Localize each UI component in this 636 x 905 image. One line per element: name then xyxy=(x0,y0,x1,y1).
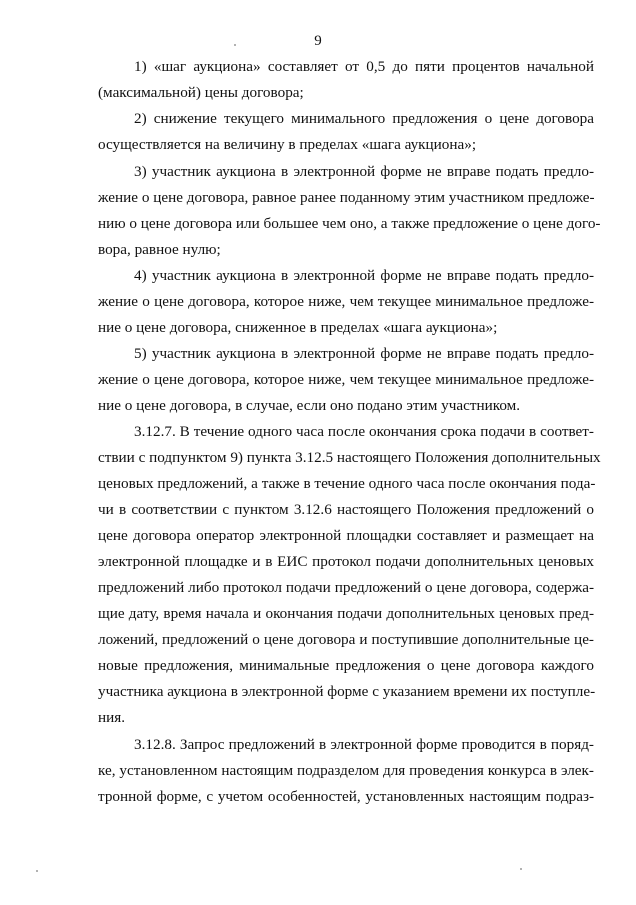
text-line: ценовых предложений, а также в течение одного часа после окончания пода- xyxy=(98,475,596,492)
text-line: (максимальной) цены договора; xyxy=(98,84,304,101)
text-line: жение о цене договора, равное ранее поданному этим участником предложе- xyxy=(98,189,595,206)
text-line: предложений либо протокол подачи предложений о цене договора, содержа- xyxy=(98,579,594,596)
text-line: чи в соответствии с пунктом 3.12.6 настоящего Положения предложений о xyxy=(98,501,594,518)
text-line: вора, равное нулю; xyxy=(98,241,221,258)
text-line: тронной форме, с учетом особенностей, установленных настоящим подраз- xyxy=(98,788,594,805)
text-line: 3.12.7. В течение одного часа после окончания срока подачи в соответ- xyxy=(134,423,594,440)
scan-speck xyxy=(520,868,522,870)
text-line: ния. xyxy=(98,709,126,726)
text-line: 1) «шаг аукциона» составляет от 0,5 до пяти процентов начальной xyxy=(134,58,594,75)
page-number: 9 xyxy=(314,33,322,49)
text-line: ложений, предложений о цене договора и поступившие дополнительные це- xyxy=(98,631,594,648)
text-line: ние о цене договора, сниженное в пределах «шага аукциона»; xyxy=(98,319,498,336)
text-line: жение о цене договора, которое ниже, чем текущее минимальное предложе- xyxy=(98,371,594,388)
text-line: 5) участник аукциона в электронной форме не вправе подать предло- xyxy=(134,345,594,362)
text-line: нию о цене договора или большее чем оно, а также предложение о цене дого- xyxy=(98,215,601,232)
text-line: участника аукциона в электронной форме с указанием времени их поступле- xyxy=(98,683,596,700)
text-line: щие дату, время начала и окончания подачи дополнительных ценовых пред- xyxy=(98,605,594,622)
text-line: жение о цене договора, которое ниже, чем текущее минимальное предложе- xyxy=(98,293,594,310)
text-line: осуществляется на величину в пределах «шага аукциона»; xyxy=(98,136,477,153)
text-line: цене договора оператор электронной площадки составляет и размещает на xyxy=(98,527,594,544)
text-line: ке, установленном настоящим подразделом для проведения конкурса в элек- xyxy=(98,762,594,779)
text-line: 2) снижение текущего минимального предложения о цене договора xyxy=(134,110,594,127)
scan-speck xyxy=(36,870,38,872)
text-line: 3) участник аукциона в электронной форме не вправе подать предло- xyxy=(134,163,594,180)
text-line: ние о цене договора, в случае, если оно подано этим участником. xyxy=(98,397,521,414)
scan-speck xyxy=(234,44,236,46)
text-line: новые предложения, минимальные предложения о цене договора каждого xyxy=(98,657,594,674)
text-line: 3.12.8. Запрос предложений в электронной форме проводится в поряд- xyxy=(134,736,594,753)
text-line: ствии с подпунктом 9) пункта 3.12.5 настоящего Положения дополнительных xyxy=(98,449,601,466)
text-line: 4) участник аукциона в электронной форме не вправе подать предло- xyxy=(134,267,594,284)
text-line: электронной площадке и в ЕИС протокол подачи дополнительных ценовых xyxy=(98,553,594,570)
